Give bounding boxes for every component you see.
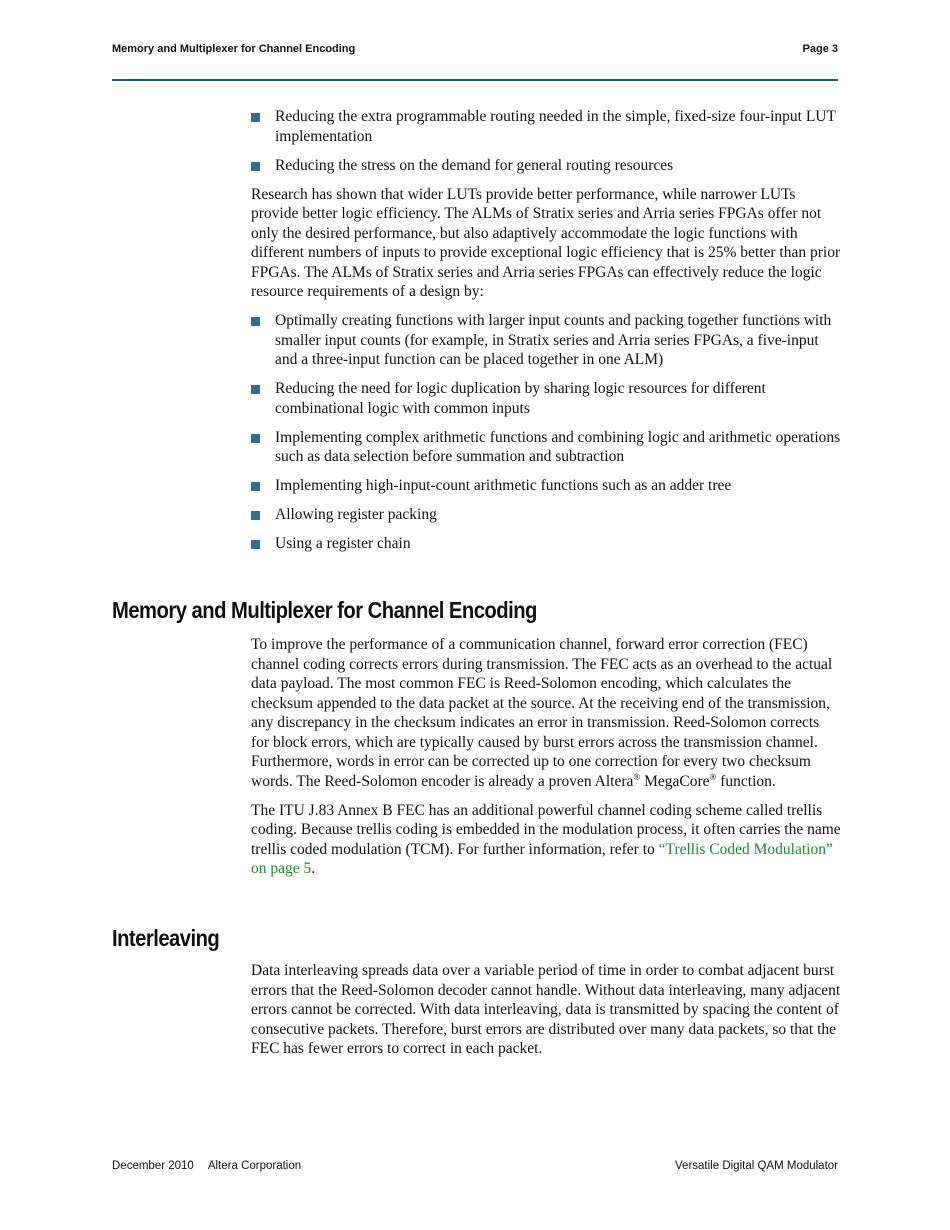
alm-benefits-block bbox=[251, 107, 841, 563]
footer-left bbox=[112, 1157, 301, 1175]
fec-paragraph-end: function. bbox=[716, 772, 776, 790]
bullet-list-alm bbox=[251, 311, 841, 554]
list-item bbox=[251, 505, 841, 525]
list-item bbox=[251, 311, 841, 370]
list-item-text: Reducing the extra programmable routing needed in the simple, fixed-size four-input LUT implementation bbox=[275, 108, 836, 145]
list-item bbox=[251, 107, 841, 146]
list-item-text: Reducing the need for logic duplication by sharing logic resources for different combinational logic with common inputs bbox=[275, 380, 766, 417]
page-header bbox=[112, 41, 838, 81]
tcm-paragraph-end: . bbox=[311, 860, 316, 877]
list-item-text: Optimally creating functions with larger input counts and packing together functions with smaller input counts (for example, in Stratix series and Arria series FPGAs, a five-input and a three-input function can be placed together in one ALM) bbox=[275, 312, 832, 368]
list-item-text: Implementing high-input-count arithmetic functions such as an adder tree bbox=[275, 477, 732, 494]
bullet-square-icon bbox=[251, 482, 260, 491]
tcm-paragraph-text: The ITU J.83 Annex B FEC has an additional powerful channel coding scheme called trellis coding. Because trellis coding is embedded in the modulation process, it often carries the name trellis coded modulation (TCM). For further information, refer to bbox=[251, 801, 841, 858]
memory-section-body bbox=[251, 635, 841, 888]
footer-document-title: Versatile Digital QAM Modulator bbox=[675, 1160, 838, 1172]
bullet-square-icon bbox=[251, 162, 260, 171]
list-item bbox=[251, 428, 841, 467]
footer-company: Altera Corporation bbox=[207, 1160, 302, 1172]
list-item-text: Using a register chain bbox=[275, 535, 411, 552]
bullet-square-icon bbox=[251, 113, 260, 122]
list-item bbox=[251, 156, 841, 176]
list-item bbox=[251, 476, 841, 496]
interleaving-section-body bbox=[251, 961, 841, 1068]
bullet-square-icon bbox=[251, 434, 260, 443]
bullet-square-icon bbox=[251, 511, 260, 520]
bullet-square-icon bbox=[251, 317, 260, 326]
registered-mark: ® bbox=[709, 771, 717, 782]
research-paragraph: Research has shown that wider LUTs provide better performance, while narrower LUTs provide better logic efficiency. The ALMs of Stratix series and Arria series FPGAs offer not only the desired performance, but also adaptively accommodate the logic functions with different numbers of inputs to provide exceptional logic efficiency that is 25% better than prior FPGAs. The ALMs of Stratix series and Arria series FPGAs can effectively reduce the logic resource requirements of a design by: bbox=[251, 185, 841, 300]
list-item-text: Implementing complex arithmetic functions and combining logic and arithmetic operations such as data selection before summation and subtraction bbox=[275, 428, 841, 465]
registered-mark: ® bbox=[633, 771, 641, 782]
bullet-list-top bbox=[251, 107, 841, 175]
megacore-text: MegaCore bbox=[640, 772, 710, 790]
fec-paragraph-text: To improve the performance of a communication channel, forward error correction (FEC) channel coding corrects errors during transmission. The FEC acts as an overhead to the actual data payload. The most common FEC is Reed-Solomon encoding, which calculates the checksum appended to the data packet at the source. At the receiving end of the transmission, any discrepancy in the checksum indicates an error in transmission. Reed-Solomon corrects for block errors, which are typically caused by burst errors across the transmission channel. Furthermore, words in error can be corrected up to one correction for every two checksum words. The Reed-Solomon encoder is already a proven Altera bbox=[251, 636, 833, 790]
interleaving-paragraph: Data interleaving spreads data over a variable period of time in order to combat adjacent burst errors that the Reed-Solomon decoder cannot handle. Without data interleaving, many adjacent errors cannot be corrected. With data interleaving, data is transmitted by spacing the content of consecutive packets. Therefore, burst errors are distributed over many data packets, so that the FEC has fewer errors to correct in each packet. bbox=[251, 962, 841, 1057]
header-page-number: Page 3 bbox=[802, 43, 838, 55]
list-item bbox=[251, 379, 841, 418]
list-item-text: Reducing the stress on the demand for general routing resources bbox=[275, 156, 674, 174]
fec-paragraph bbox=[251, 635, 841, 791]
section-heading-memory: Memory and Multiplexer for Channel Encoding bbox=[112, 597, 537, 623]
header-chapter-title: Memory and Multiplexer for Channel Encoding bbox=[112, 43, 356, 55]
list-item bbox=[251, 534, 841, 554]
section-heading-interleaving: Interleaving bbox=[112, 925, 220, 951]
bullet-square-icon bbox=[251, 540, 260, 549]
bullet-square-icon bbox=[251, 385, 260, 394]
page-footer bbox=[112, 1157, 838, 1175]
trellis-coded-modulation-link[interactable]: “Trellis Coded Modulation” on page 5 bbox=[251, 840, 833, 877]
list-item-text: Allowing register packing bbox=[275, 506, 437, 523]
tcm-paragraph bbox=[251, 801, 841, 879]
footer-date: December 2010 bbox=[112, 1160, 194, 1172]
